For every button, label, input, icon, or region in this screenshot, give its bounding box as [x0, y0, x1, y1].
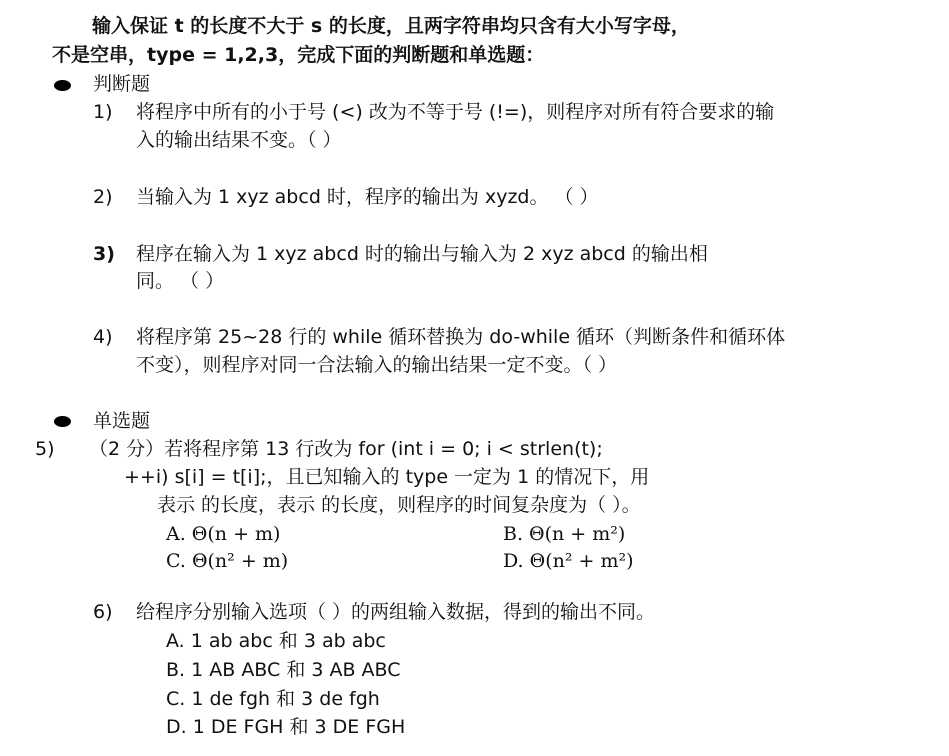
q5-option-c: C. Θ(n² + m) — [166, 550, 289, 572]
q3-line-1: 程序在输入为 1 xyz abcd 时的输出与输入为 2 xyz abcd 的输出相 — [136, 243, 708, 265]
q2-line-1: 当输入为 1 xyz abcd 时，程序的输出为 xyzd。 （ ） — [136, 186, 599, 208]
q4-line-1: 将程序第 25~28 行的 while 循环替换为 do-while 循环（判断条件和循环体 — [136, 326, 786, 348]
q5-option-a: A. Θ(n + m) — [166, 523, 281, 545]
q6-option-b: B. 1 AB ABC 和 3 AB ABC — [166, 659, 401, 681]
q4-line-2: 不变），则程序对同一合法输入的输出结果一定不变。（ ） — [136, 354, 618, 376]
intro-line-1: 输入保证 t 的长度不大于 s 的长度，且两字符串均只含有大小写字母， — [92, 15, 690, 37]
q3-number: 3) — [93, 243, 115, 265]
q5-line-2: ++i) s[i] = t[i];，且已知输入的 type 一定为 1 的情况下，用 — [124, 466, 650, 488]
q5-option-b: B. Θ(n + m²) — [503, 523, 626, 545]
q6-option-d: D. 1 DE FGH 和 3 DE FGH — [166, 716, 406, 738]
q5-line-1: （2 分）若将程序第 13 行改为 for (int i = 0; i < strlen(t); — [89, 438, 603, 460]
q6-option-c: C. 1 de fgh 和 3 de fgh — [166, 688, 380, 710]
q5-line-3: 表示 的长度，表示 的长度，则程序的时间复杂度为（ ）。 — [157, 494, 641, 516]
q3-line-2: 同。 （ ） — [136, 270, 225, 292]
q6-option-a: A. 1 ab abc 和 3 ab abc — [166, 630, 386, 652]
q1-line-2: 入的输出结果不变。（ ） — [136, 129, 342, 151]
single-heading: 单选题 — [93, 410, 151, 432]
q6-number: 6) — [93, 601, 113, 623]
q1-line-1: 将程序中所有的小于号 (<) 改为不等于号 (!=)，则程序对所有符合要求的输 — [136, 101, 775, 123]
bullet-icon — [54, 80, 71, 91]
q2-number: 2) — [93, 186, 113, 208]
judge-heading: 判断题 — [93, 73, 151, 95]
intro-line-2: 不是空串，type = 1,2,3，完成下面的判断题和单选题： — [52, 44, 545, 66]
q4-number: 4) — [93, 326, 113, 348]
q5-option-d: D. Θ(n² + m²) — [503, 550, 634, 572]
q5-number: 5) — [35, 438, 55, 460]
bullet-icon — [54, 416, 71, 427]
q1-number: 1) — [93, 101, 113, 123]
q6-line-1: 给程序分别输入选项（ ）的两组输入数据，得到的输出不同。 — [136, 601, 656, 623]
